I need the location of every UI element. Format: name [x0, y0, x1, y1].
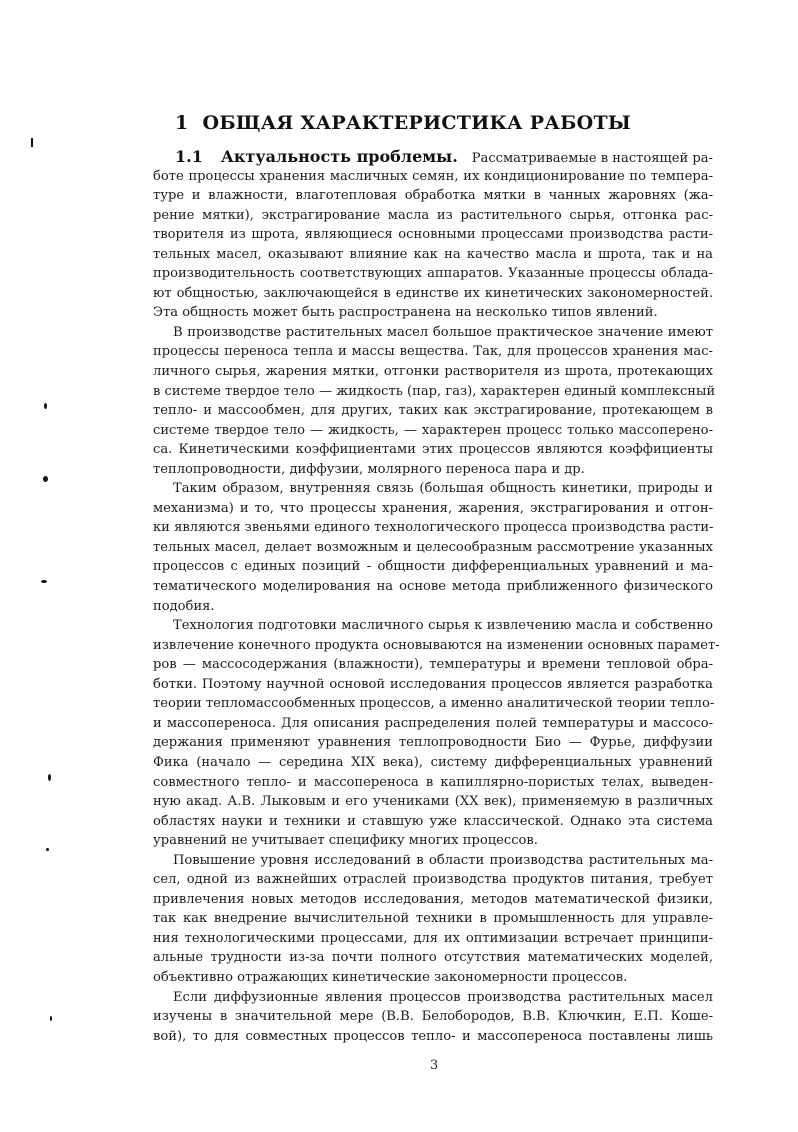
text-line: В производстве растительных масел большое практическое значение имеют: [173, 324, 713, 340]
text-line: ботки. Поэтому научной основой исследования процессов является разработка: [153, 676, 713, 692]
text-line: ки являются звеньями единого технологического процесса производства расти-: [153, 520, 714, 536]
section-title: [175, 112, 631, 134]
text-line: держания применяют уравнения теплопроводности Био — Фурье, диффузии: [153, 735, 713, 751]
scan-artifact: [44, 403, 47, 409]
text-line: Эта общность может быть распространена на несколько типов явлений.: [153, 305, 658, 321]
subsection-title: Актуальность проблемы.: [220, 147, 458, 166]
text-line: тельных масел, оказывают влияние как на качество масла и шрота, так и на: [153, 246, 713, 262]
scan-artifact: [48, 774, 51, 781]
text-line: Фика (начало — середина XIX века), систему дифференциальных уравнений: [153, 754, 713, 770]
text-line: альные трудности из-за почти полного отсутствия математических моделей,: [153, 950, 713, 966]
text-line: совместного тепло- и массопереноса в капиллярно-пористых телах, выведен-: [153, 774, 713, 790]
text-line: процессы переноса тепла и массы вещества. Так, для процессов хранения мас-: [153, 344, 713, 360]
text-line: теории тепломассообменных процессов, а именно аналитической теории тепло-: [153, 696, 715, 712]
text-line: привлечения новых методов исследования, методов математической физики,: [153, 891, 713, 907]
body-text: [153, 147, 720, 1046]
text-line: ют общностью, заключающейся в единстве их кинетических закономерностей.: [153, 285, 713, 301]
text-line: личного сырья, жарения мятки, отгонки растворителя из шрота, протекающих: [153, 364, 713, 380]
text-line: Рассматриваемые в настоящей ра-: [471, 151, 713, 166]
page-number: 3: [430, 1058, 439, 1073]
text-line: ния технологическими процессами, для их оптимизации встречает принципи-: [153, 930, 713, 946]
text-line: и массопереноса. Для описания распределения полей температуры и массосо-: [153, 715, 713, 731]
text-line: уравнений не учитывает специфику многих процессов.: [153, 833, 538, 849]
text-line: ную акад. А.В. Лыковым и его учениками (XX век), применяемую в различных: [153, 794, 713, 810]
text-line: производительность соответствующих аппаратов. Указанные процессы облада-: [153, 266, 713, 282]
text-line: тельных масел, делает возможным и целесообразным рассмотрение указанных: [153, 539, 713, 555]
text-line: извлечение конечного продукта основываются на изменении основных парамет-: [153, 637, 720, 653]
text-line: в системе твердое тело — жидкость (пар, газ), характерен единый комплексный: [153, 383, 716, 399]
text-line: са. Кинетическими коэффициентами этих процессов являются коэффициенты: [153, 442, 713, 458]
text-line: процессов с единых позиций - общности дифференциальных уравнений и ма-: [153, 559, 713, 575]
text-line: туре и влажности, влаготепловая обработка мятки в чанных жаровнях (жа-: [153, 188, 713, 204]
text-line: Повышение уровня исследований в области производства растительных ма-: [173, 852, 713, 868]
text-line: Таким образом, внутренняя связь (большая общность кинетики, природы и: [173, 481, 713, 497]
text-line: сел, одной из важнейших отраслей производства продуктов питания, требует: [153, 872, 713, 888]
text-line: объективно отражающих кинетические закономерности процессов.: [153, 969, 628, 985]
text-line: Технология подготовки масличного сырья к извлечению масла и собственно: [173, 618, 713, 634]
scan-artifact: [50, 1016, 52, 1021]
scan-artifact: [46, 848, 49, 851]
text-line: тематического моделирования на основе метода приближенного физического: [153, 579, 713, 595]
text-line: так как внедрение вычислительной техники в промышленность для управле-: [153, 911, 713, 927]
text-line: тепло- и массообмен, для других, таких как экстрагирование, протекающем в: [153, 403, 713, 419]
text-line: Если диффузионные явления процессов производства растительных масел: [173, 989, 713, 1005]
scan-artifact: [41, 580, 47, 583]
text-line: рение мятки), экстрагирование масла из растительного сырья, отгонка рас-: [153, 207, 713, 223]
text-line: творителя из шрота, являющиеся основными процессами производства расти-: [153, 227, 713, 243]
scan-artifact: [31, 138, 33, 147]
text-line: системе твердое тело — жидкость, — характерен процесс только массоперено-: [153, 422, 713, 438]
text-line: механизма) и то, что процессы хранения, жарения, экстрагирования и отгон-: [153, 500, 713, 516]
subsection-heading: [175, 147, 458, 167]
subsection-number: 1.1: [175, 147, 203, 166]
section-number: 1: [175, 112, 189, 134]
section-title-text: ОБЩАЯ ХАРАКТЕРИСТИКА РАБОТЫ: [202, 112, 632, 134]
text-line: вой), то для совместных процессов тепло- и массопереноса поставлены лишь: [153, 1028, 713, 1044]
scan-artifact: [43, 476, 48, 482]
text-line: ров — массосодержания (влажности), температуры и времени тепловой обра-: [153, 657, 713, 673]
text-line: теплопроводности, диффузии, молярного переноса пара и др.: [153, 461, 585, 477]
text-line: подобия.: [153, 598, 215, 614]
text-line: изучены в значительной мере (В.В. Белобородов, В.В. Ключкин, Е.П. Коше-: [153, 1009, 713, 1025]
text-line: боте процессы хранения масличных семян, их кондиционирование по темпера-: [153, 168, 713, 184]
text-line: областях науки и техники и ставшую уже классической. Однако эта система: [153, 813, 713, 829]
subsection-heading-line: [153, 147, 713, 167]
